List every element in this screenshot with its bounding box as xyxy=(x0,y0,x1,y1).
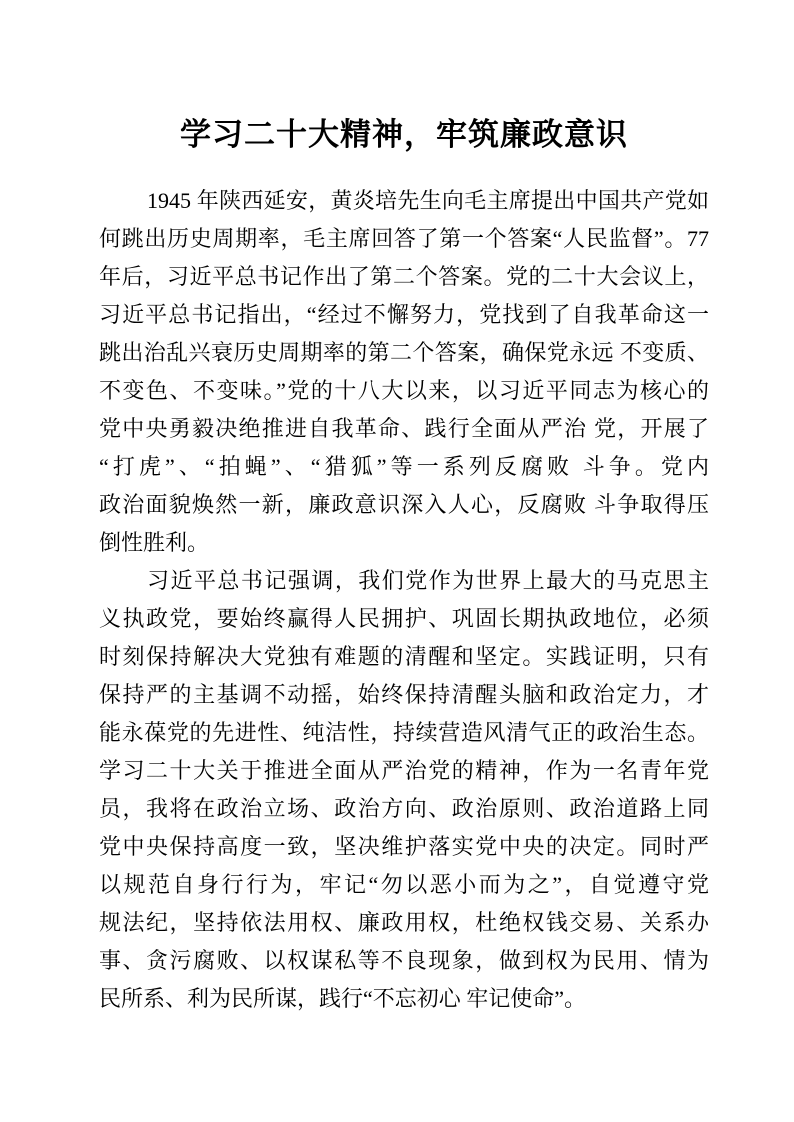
paragraph-2-line-8: 党中央保持高度一致，坚决维护落实党中央的决定。同时严 xyxy=(99,834,709,859)
paragraph-1-line-9: 政治面貌焕然一新，廉政意识深入人心，反腐败 斗争取得压 xyxy=(99,492,709,517)
paragraph-2-line-11: 事、贪污腐败、以权谋私等不良现象，做到权为民用、情为 xyxy=(99,948,709,973)
paragraph-1-line-3: 年后，习近平总书记作出了第二个答案。党的二十大会议上， xyxy=(99,264,709,289)
paragraph-1-line-10: 倒性胜利。 xyxy=(99,530,210,555)
paragraph-2-line-3: 时刻保持解决大党独有难题的清醒和坚定。实践证明，只有 xyxy=(99,644,709,669)
document-title: 学习二十大精神，牢筑廉政意识 xyxy=(180,117,628,152)
paragraph-2-line-2: 义执政党，要始终赢得人民拥护、巩固长期执政地位，必须 xyxy=(99,606,709,631)
document-body xyxy=(99,182,709,1018)
paragraph-1-line-8: “打虎”、“拍蝇”、“猎狐”等一系列反腐败 斗争。党内 xyxy=(99,454,709,479)
paragraph-1-line-7: 党中央勇毅决绝推进自我革命、践行全面从严治 党，开展了 xyxy=(99,416,709,441)
paragraph-1-line-1: 1945 年陕西延安，黄炎培先生向毛主席提出中国共产党如 xyxy=(147,188,709,213)
paragraph-1-line-4: 习近平总书记指出，“经过不懈努力，党找到了自我革命这一 xyxy=(99,302,709,327)
paragraph-2-line-12: 民所系、利为民所谋，践行“不忘初心 牢记使命”。 xyxy=(99,986,587,1011)
paragraph-2-line-1: 习近平总书记强调，我们党作为世界上最大的马克思主 xyxy=(147,568,709,593)
paragraph-1-line-6: 不变色、不变味。”党的十八大以来，以习近平同志为核心的 xyxy=(99,378,709,403)
paragraph-1-line-2: 何跳出历史周期率，毛主席回答了第一个答案“人民监督”。77 xyxy=(99,226,709,251)
paragraph-2-line-5: 能永葆党的先进性、纯洁性，持续营造风清气正的政治生态。 xyxy=(99,720,709,745)
paragraph-1-line-5: 跳出治乱兴衰历史周期率的第二个答案，确保党永远 不变质、 xyxy=(99,340,709,365)
paragraph-2-line-9: 以规范自身行行为，牢记“勿以恶小而为之”，自觉遵守党 xyxy=(99,872,709,897)
paragraph-2-line-7: 员，我将在政治立场、政治方向、政治原则、政治道路上同 xyxy=(99,796,709,821)
paragraph-2-line-10: 规法纪，坚持依法用权、廉政用权，杜绝权钱交易、关系办 xyxy=(99,910,709,935)
paragraph-2-line-4: 保持严的主基调不动摇，始终保持清醒头脑和政治定力，才 xyxy=(99,682,709,707)
paragraph-2-line-6: 学习二十大关于推进全面从严治党的精神，作为一名青年党 xyxy=(99,758,709,783)
